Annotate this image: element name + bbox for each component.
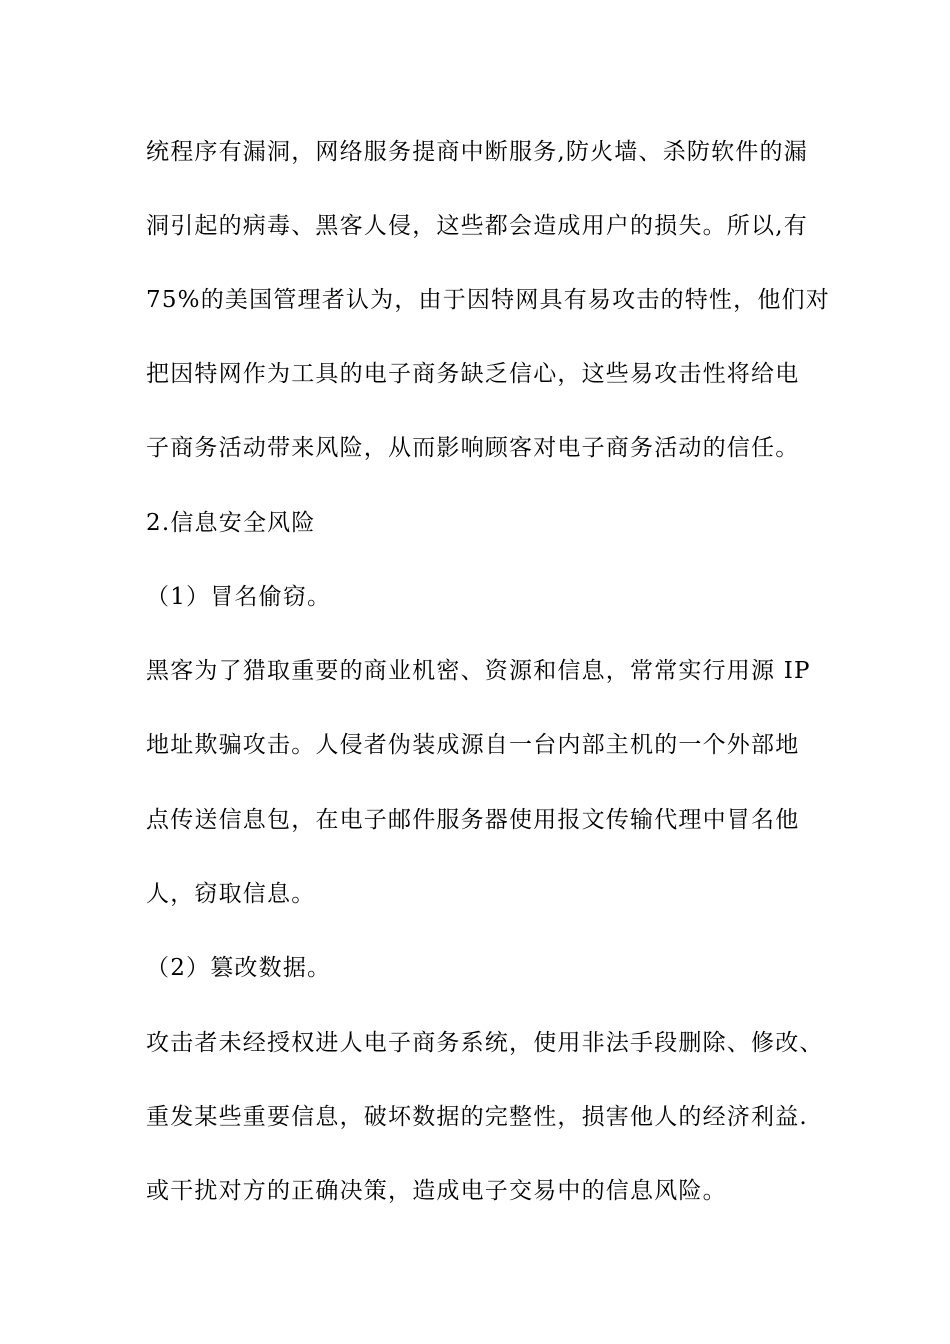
paragraph-line: 点传送信息包，在电子邮件服务器使用报文传输代理中冒名他	[146, 807, 800, 833]
section-heading: 2.信息安全风险	[146, 510, 316, 536]
paragraph-line: 黑客为了猎取重要的商业机密、资源和信息，常常实行用源 IP	[146, 658, 811, 684]
paragraph-line: 75%的美国管理者认为，由于因特网具有易攻击的特性，他们对	[146, 287, 830, 313]
paragraph-line: 把因特网作为工具的电子商务缺乏信心，这些易攻击性将给电	[146, 361, 800, 387]
subsection-heading: （2）篡改数据。	[146, 955, 332, 981]
paragraph-line: 地址欺骗攻击。人侵者伪装成源自一台内部主机的一个外部地	[146, 732, 800, 758]
paragraph-line: 洞引起的病毒、黑客人侵，这些都会造成用户的损失。所以,有	[146, 213, 808, 239]
paragraph-line: 子商务活动带来风险，从而影响顾客对电子商务活动的信任。	[146, 435, 800, 461]
paragraph-line: 攻击者未经授权进人电子商务系统，使用非法手段删除、修改、	[146, 1030, 824, 1056]
paragraph-line: 人，窃取信息。	[146, 881, 316, 907]
paragraph-line: 或干扰对方的正确决策，造成电子交易中的信息风险。	[146, 1178, 727, 1204]
subsection-heading: （1）冒名偷窃。	[146, 584, 332, 610]
paragraph-line: 统程序有漏洞，网络服务提商中断服务,防火墙、杀防软件的漏	[146, 139, 808, 165]
paragraph-line: 重发某些重要信息，破坏数据的完整性，损害他人的经济利益.	[146, 1104, 808, 1130]
